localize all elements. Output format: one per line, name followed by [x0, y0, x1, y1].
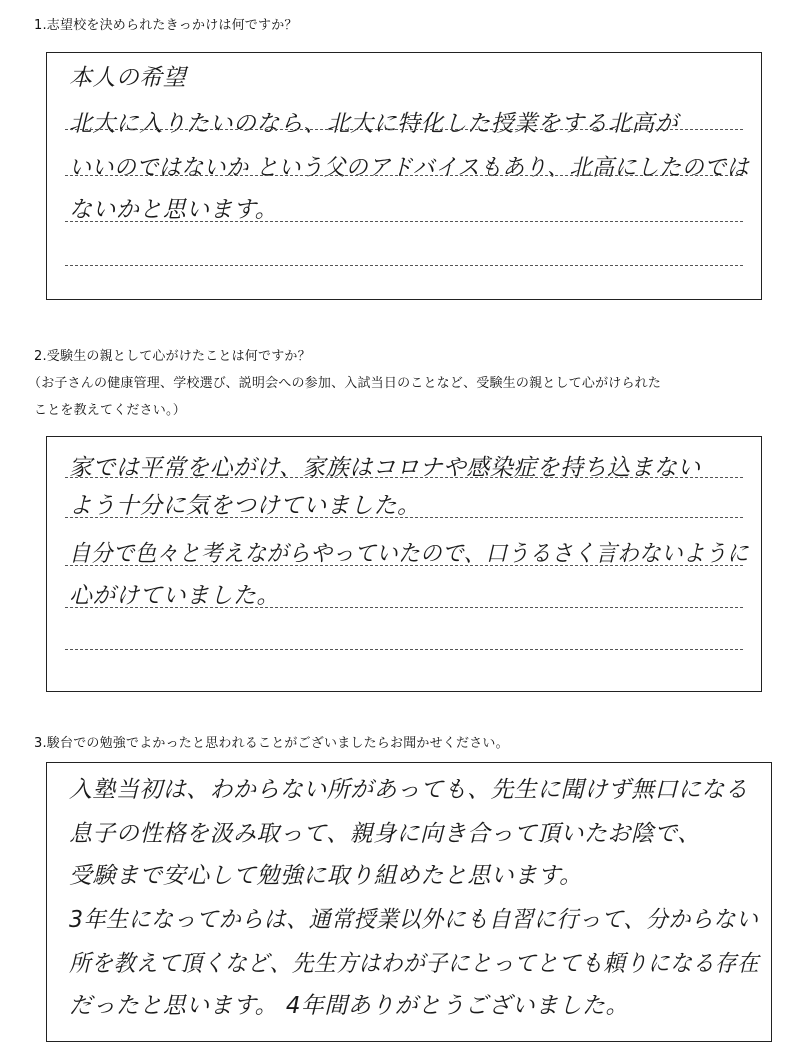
ruled-line	[65, 477, 743, 478]
question-3-title: 3.駿台での勉強でよかったと思われることがございましたらお聞かせください。	[34, 736, 509, 751]
ruled-line	[65, 175, 743, 176]
answer-3-line-6: だったと思います。 4年間ありがとうございました。	[69, 993, 629, 1019]
answer-1-line-3: いいのではないか という父のアドバイスもあり、北高にしたのでは	[69, 155, 750, 181]
answer-1-line-4: ないかと思います。	[69, 197, 279, 223]
question-2-subtitle-line-1: （お子さんの健康管理、学校選び、説明会への参加、入試当日のことなど、受験生の親として心がけられた	[28, 376, 662, 391]
ruled-line	[65, 607, 743, 608]
answer-box-1	[46, 52, 762, 300]
question-2-title: 2.受験生の親として心がけたことは何ですか？	[34, 349, 311, 364]
answer-2-line-1: 家では平常を心がけ、家族はコロナや感染症を持ち込まない	[69, 455, 701, 481]
ruled-line	[65, 517, 743, 518]
answer-3-line-1: 入塾当初は、わからない所があっても、先生に聞けず無口になる	[69, 777, 749, 803]
answer-2-line-2: よう十分に気をつけていました。	[69, 493, 421, 519]
answer-2-line-4: 心がけていました。	[69, 583, 280, 609]
answer-2-line-3: 自分で色々と考えながらやっていたので、口うるさく言わないように	[69, 541, 749, 567]
answer-box-2	[46, 436, 762, 692]
question-2-subtitle-line-2: ことを教えてください。）	[34, 403, 186, 418]
ruled-line	[65, 221, 743, 222]
answer-3-line-4: 3年生になってからは、通常授業以外にも自習に行って、分からない	[69, 907, 759, 933]
answer-box-3	[46, 762, 772, 1042]
ruled-line	[65, 565, 743, 566]
ruled-line	[65, 129, 743, 130]
ruled-line	[65, 265, 743, 266]
answer-3-line-3: 受験まで安心して勉強に取り組めたと思います。	[69, 863, 583, 889]
answer-1-line-2: 北大に入りたいのなら、北大に特化した授業をする北高が	[69, 111, 679, 137]
question-1-title: 1.志望校を決められたきっかけは何ですか？	[34, 18, 298, 33]
answer-3-line-2: 息子の性格を汲み取って、親身に向き合って頂いたお陰で、	[69, 821, 701, 847]
answer-1-line-1: 本人の希望	[69, 65, 187, 91]
answer-3-line-5: 所を教えて頂くなど、先生方はわが子にとってとても頼りになる存在	[69, 951, 760, 977]
ruled-line	[65, 649, 743, 650]
